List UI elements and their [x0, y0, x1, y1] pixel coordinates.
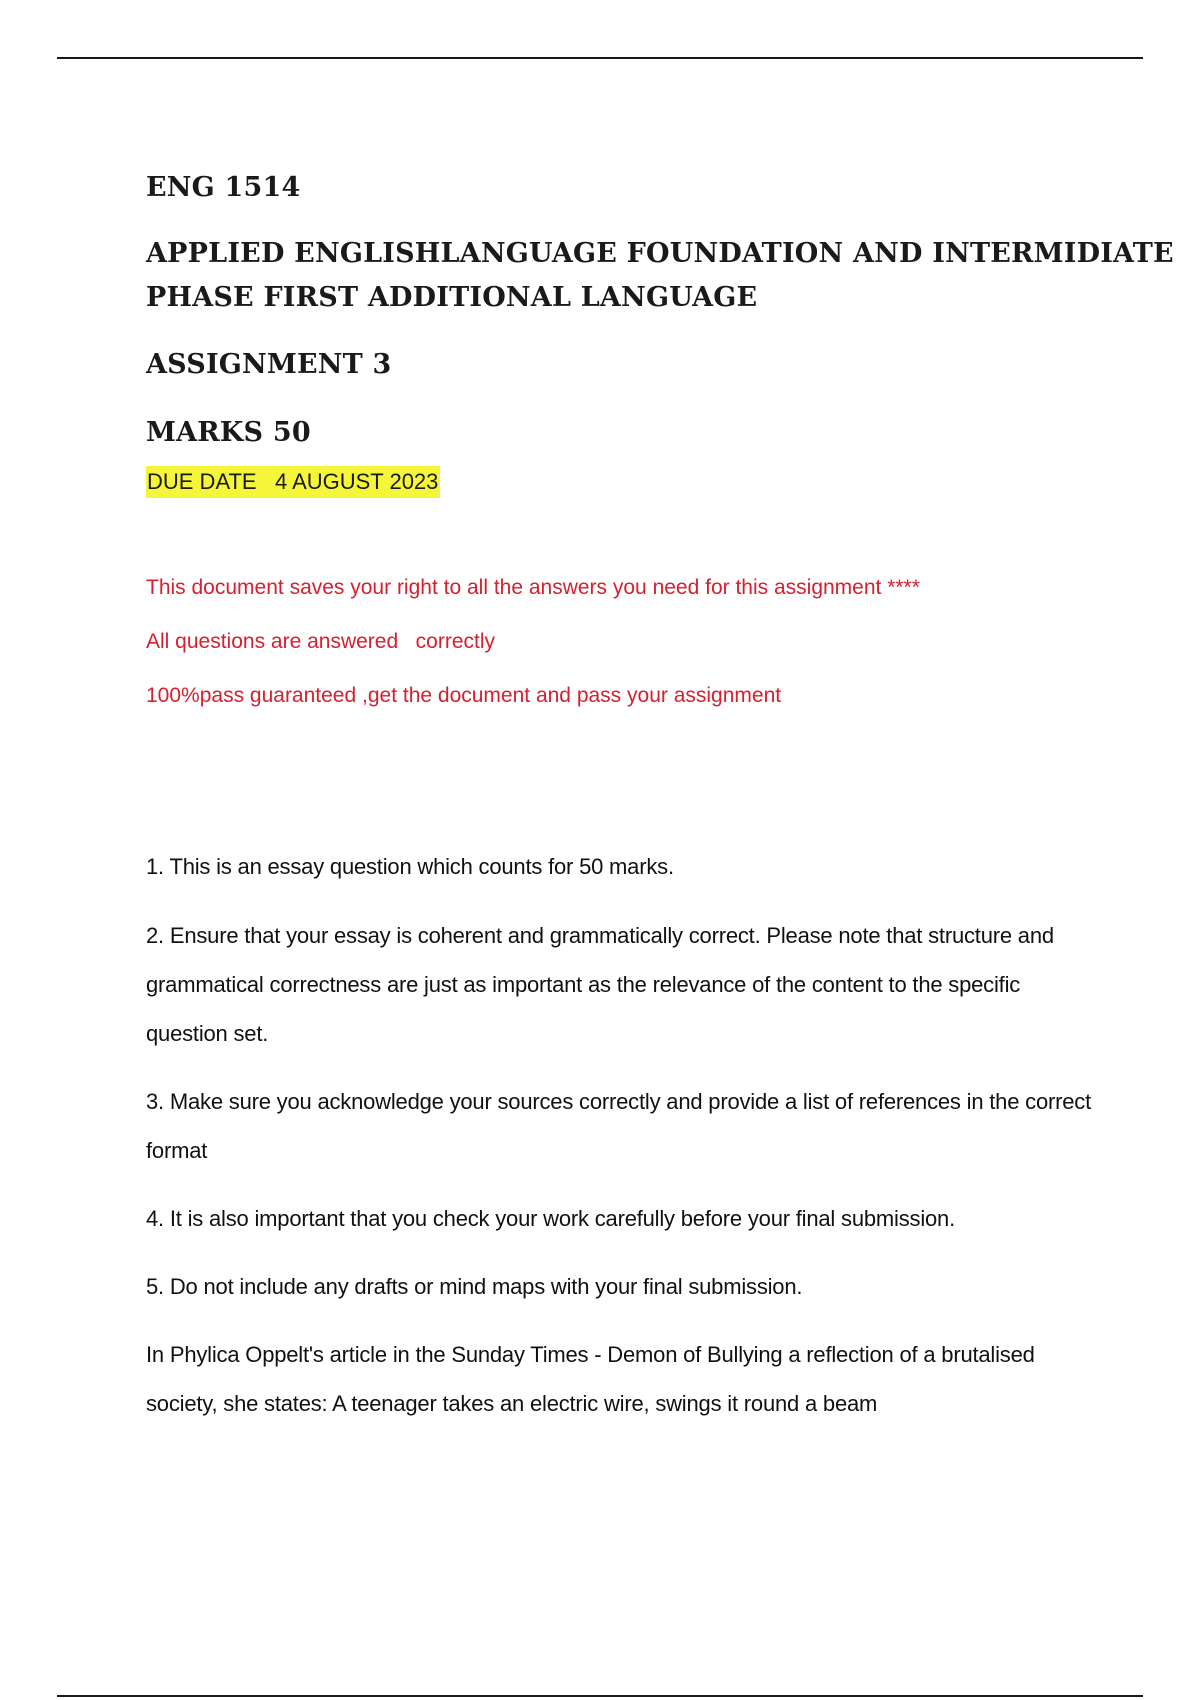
- promo-line: 100%pass guaranteed ,get the document and pass your assignment: [146, 684, 782, 707]
- instruction-item: 3. Make sure you acknowledge your sources correctly and provide a list of references in the correct format: [146, 1089, 1091, 1163]
- course-title-line-1: APPLIED ENGLISHLANGUAGE FOUNDATION AND INTERMIDIATE: [146, 238, 1174, 269]
- total-marks: MARKS 50: [146, 417, 311, 448]
- instruction-item: 5. Do not include any drafts or mind maps with your final submission.: [146, 1274, 803, 1299]
- question-intro-paragraph: In Phylica Oppelt's article in the Sunday Times - Demon of Bullying a reflection of a brutalised society, she states: A teenager takes an electric wire, swings it round a beam: [146, 1342, 1035, 1416]
- promo-line: This document saves your right to all the answers you need for this assignment ****: [146, 576, 920, 599]
- instruction-item: 1. This is an essay question which counts for 50 marks.: [146, 854, 674, 879]
- course-title-line-2: PHASE FIRST ADDITIONAL LANGUAGE: [146, 282, 758, 313]
- due-date-highlight: DUE DATE 4 AUGUST 2023: [146, 466, 440, 498]
- instruction-item: 2. Ensure that your essay is coherent and grammatically correct. Please note that structure and grammatical correctness are just as important as the relevance of the content to the specific question set.: [146, 923, 1054, 1046]
- top-divider: [57, 57, 1143, 59]
- promo-line: All questions are answered correctly: [146, 630, 495, 653]
- bottom-divider: [57, 1695, 1143, 1697]
- assignment-number: ASSIGNMENT 3: [146, 349, 392, 380]
- instruction-item: 4. It is also important that you check your work carefully before your final submission.: [146, 1206, 955, 1231]
- course-code: ENG 1514: [146, 172, 301, 203]
